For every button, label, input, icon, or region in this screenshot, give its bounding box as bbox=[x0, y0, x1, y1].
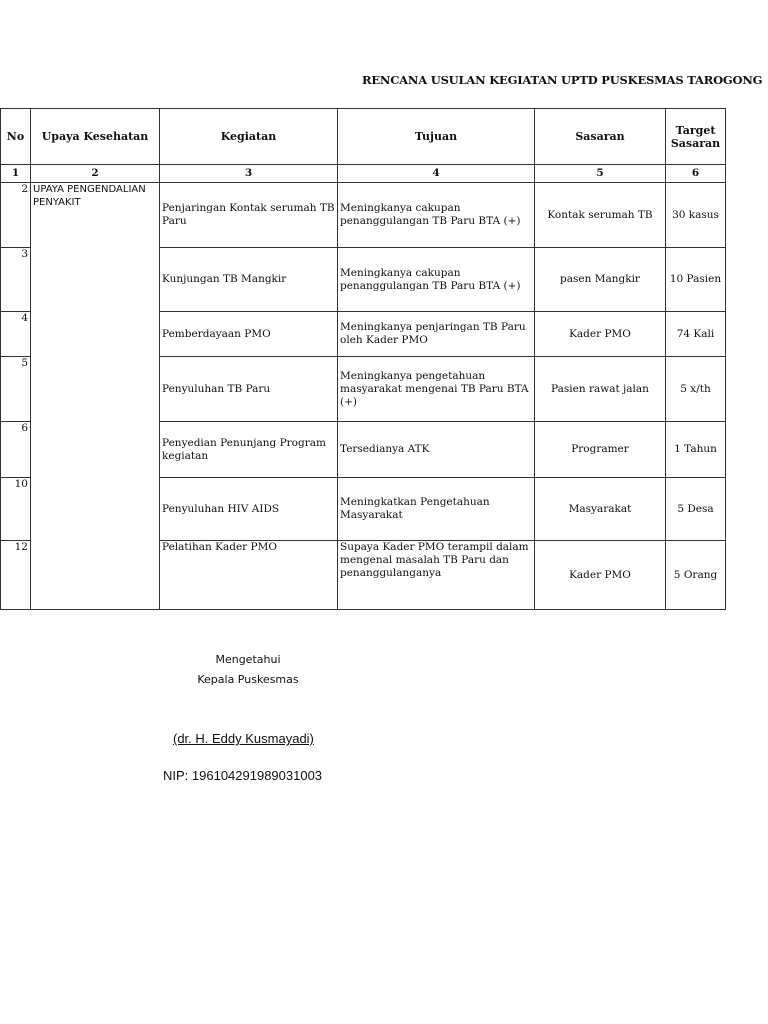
kegiatan-cell: Pemberdayaan PMO bbox=[160, 312, 338, 357]
column-number: 6 bbox=[666, 165, 726, 183]
upaya-group-cell: UPAYA PENGENDALIAN PENYAKIT bbox=[31, 183, 160, 610]
column-number: 1 bbox=[1, 165, 31, 183]
kegiatan-cell: Pelatihan Kader PMO bbox=[160, 541, 338, 610]
column-number-row bbox=[1, 165, 726, 183]
target-cell: 5 Orang bbox=[666, 541, 726, 610]
signature-position: Kepala Puskesmas bbox=[197, 673, 299, 686]
header-sasaran: Sasaran bbox=[535, 109, 666, 165]
sasaran-cell: Pasien rawat jalan bbox=[535, 357, 666, 422]
document-title: RENCANA USULAN KEGIATAN UPTD PUSKESMAS TAROGONG bbox=[362, 73, 763, 87]
tujuan-cell: Meningkanya penjaringan TB Paru oleh Kader PMO bbox=[338, 312, 535, 357]
target-cell: 74 Kali bbox=[666, 312, 726, 357]
activity-plan-table bbox=[0, 108, 726, 610]
row-number: 12 bbox=[1, 541, 31, 610]
kegiatan-cell: Penyuluhan HIV AIDS bbox=[160, 478, 338, 541]
tujuan-cell: Meningkatkan Pengetahuan Masyarakat bbox=[338, 478, 535, 541]
column-number: 2 bbox=[31, 165, 160, 183]
row-number: 5 bbox=[1, 357, 31, 422]
sasaran-cell: pasen Mangkir bbox=[535, 248, 666, 312]
row-number: 10 bbox=[1, 478, 31, 541]
sasaran-cell: Programer bbox=[535, 422, 666, 478]
target-cell: 5 Desa bbox=[666, 478, 726, 541]
kegiatan-cell: Penjaringan Kontak serumah TB Paru bbox=[160, 183, 338, 248]
kegiatan-cell: Kunjungan TB Mangkir bbox=[160, 248, 338, 312]
tujuan-cell: Meningkanya cakupan penanggulangan TB Paru BTA (+) bbox=[338, 248, 535, 312]
signature-acknowledged: Mengetahui bbox=[215, 653, 281, 666]
header-upaya: Upaya Kesehatan bbox=[31, 109, 160, 165]
signatory-name: (dr. H. Eddy Kusmayadi) bbox=[173, 731, 314, 746]
sasaran-cell: Masyarakat bbox=[535, 478, 666, 541]
tujuan-cell: Meningkanya cakupan penanggulangan TB Paru BTA (+) bbox=[338, 183, 535, 248]
column-number: 3 bbox=[160, 165, 338, 183]
tujuan-cell: Supaya Kader PMO terampil dalam mengenal masalah TB Paru dan penanggulanganya bbox=[338, 541, 535, 610]
target-cell: 5 x/th bbox=[666, 357, 726, 422]
column-number: 4 bbox=[338, 165, 535, 183]
column-number: 5 bbox=[535, 165, 666, 183]
row-number: 4 bbox=[1, 312, 31, 357]
row-number: 6 bbox=[1, 422, 31, 478]
sasaran-cell: Kader PMO bbox=[535, 312, 666, 357]
header-kegiatan: Kegiatan bbox=[160, 109, 338, 165]
table-header-row bbox=[1, 109, 726, 165]
kegiatan-cell: Penyuluhan TB Paru bbox=[160, 357, 338, 422]
target-cell: 1 Tahun bbox=[666, 422, 726, 478]
kegiatan-cell: Penyedian Penunjang Program kegiatan bbox=[160, 422, 338, 478]
tujuan-cell: Tersedianya ATK bbox=[338, 422, 535, 478]
sasaran-cell: Kontak serumah TB bbox=[535, 183, 666, 248]
table-row bbox=[1, 183, 726, 248]
tujuan-cell: Meningkanya pengetahuan masyarakat mengenai TB Paru BTA (+) bbox=[338, 357, 535, 422]
row-number: 2 bbox=[1, 183, 31, 248]
signatory-nip: NIP: 196104291989031003 bbox=[163, 768, 323, 783]
header-tujuan: Tujuan bbox=[338, 109, 535, 165]
target-cell: 30 kasus bbox=[666, 183, 726, 248]
target-cell: 10 Pasien bbox=[666, 248, 726, 312]
header-no: No bbox=[1, 109, 31, 165]
row-number: 3 bbox=[1, 248, 31, 312]
sasaran-cell: Kader PMO bbox=[535, 541, 666, 610]
header-target: Target Sasaran bbox=[666, 109, 726, 165]
